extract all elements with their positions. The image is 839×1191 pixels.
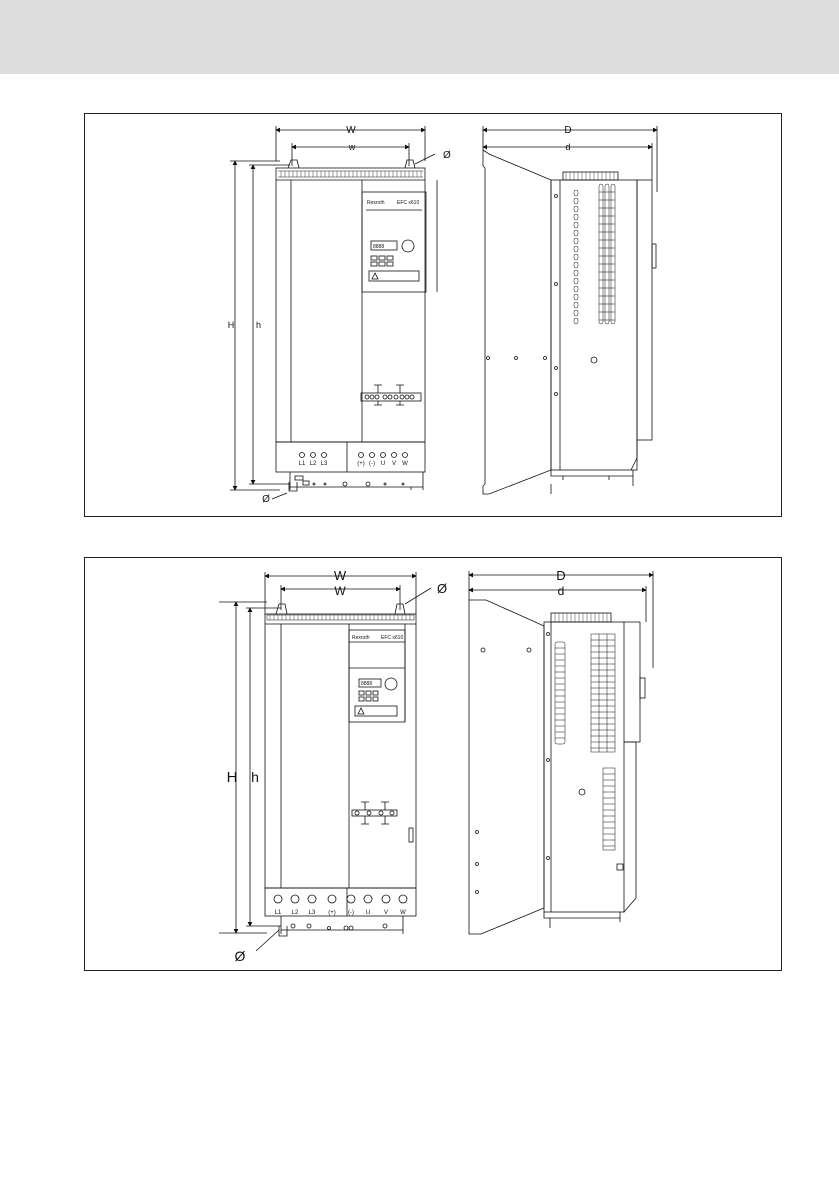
terminal-l3: L3 <box>308 910 316 916</box>
terminal-v: V <box>391 461 397 467</box>
side-rear-block <box>624 622 640 742</box>
side-mounting-flange <box>483 150 551 494</box>
model-label: EFC x610 <box>397 200 420 206</box>
terminal-plus: (+) <box>357 461 365 467</box>
d-outer-label: D <box>556 568 566 583</box>
control-knob <box>385 678 397 690</box>
display-readout: 8888 <box>373 244 385 250</box>
terminal-minus: (-) <box>348 910 354 916</box>
side-connector <box>652 244 656 268</box>
ground-symbol <box>579 789 585 795</box>
busbar-strip <box>361 385 421 405</box>
warning-label <box>355 706 397 716</box>
header-band <box>0 0 839 74</box>
model-label: EFC x610 <box>381 635 404 641</box>
phi-bottom-label: Ø <box>262 494 270 505</box>
d-outer-label: D <box>564 125 572 136</box>
terminal-u: U <box>380 461 386 467</box>
terminal-u: U <box>365 910 371 916</box>
terminal-l2: L2 <box>309 461 317 467</box>
w-outer-label: W <box>346 125 356 136</box>
terminal-w: W <box>400 910 406 916</box>
terminal-v: V <box>383 910 389 916</box>
d-inner-label: d <box>565 142 571 152</box>
top-left-mount-ear <box>288 160 299 168</box>
terminal-l1: L1 <box>274 910 282 916</box>
figure-1-frame <box>84 113 782 517</box>
terminal-block <box>276 442 425 472</box>
terminal-l3: L3 <box>320 461 328 467</box>
phi-top-label: Ø <box>437 581 448 596</box>
side-housing <box>551 180 637 470</box>
brand-label: Rexroth <box>352 635 370 641</box>
w-inner-label: w <box>348 142 356 152</box>
terminal-plus: (+) <box>328 910 336 916</box>
figure-2-drawing <box>85 558 783 972</box>
brand-label: Rexroth <box>367 200 385 206</box>
side-vent-slots <box>574 184 615 324</box>
control-knob <box>402 240 414 252</box>
ground-symbol <box>591 357 597 363</box>
side-housing <box>544 622 624 912</box>
busbar-strip <box>352 802 397 824</box>
phi-top-label: Ø <box>443 150 451 161</box>
top-right-mount-ear <box>405 160 415 168</box>
h-inner-label: h <box>251 769 259 785</box>
terminal-l2: L2 <box>291 910 299 916</box>
h-inner-label: h <box>256 320 262 330</box>
terminal-minus: (-) <box>369 461 375 467</box>
terminal-w: W <box>402 461 408 467</box>
h-outer-label: H <box>226 769 238 786</box>
control-panel <box>362 192 426 292</box>
phi-bottom-label: Ø <box>234 948 246 964</box>
w-outer-label: W <box>333 568 347 583</box>
side-vent-slots <box>555 634 615 850</box>
d-inner-label: d <box>557 584 565 598</box>
figure-1-drawing <box>85 114 783 518</box>
terminal-l1: L1 <box>298 461 306 467</box>
top-left-mount-ear <box>276 604 287 614</box>
display-readout: 8888 <box>361 681 373 687</box>
front-housing <box>265 614 416 888</box>
figure-2-frame <box>84 557 782 971</box>
side-mounting-flange <box>469 600 544 934</box>
side-connector <box>640 678 645 698</box>
side-rear-block <box>637 180 652 440</box>
w-inner-label: W <box>334 584 346 598</box>
h-outer-label: H <box>227 320 235 330</box>
terminal-block <box>265 888 416 916</box>
